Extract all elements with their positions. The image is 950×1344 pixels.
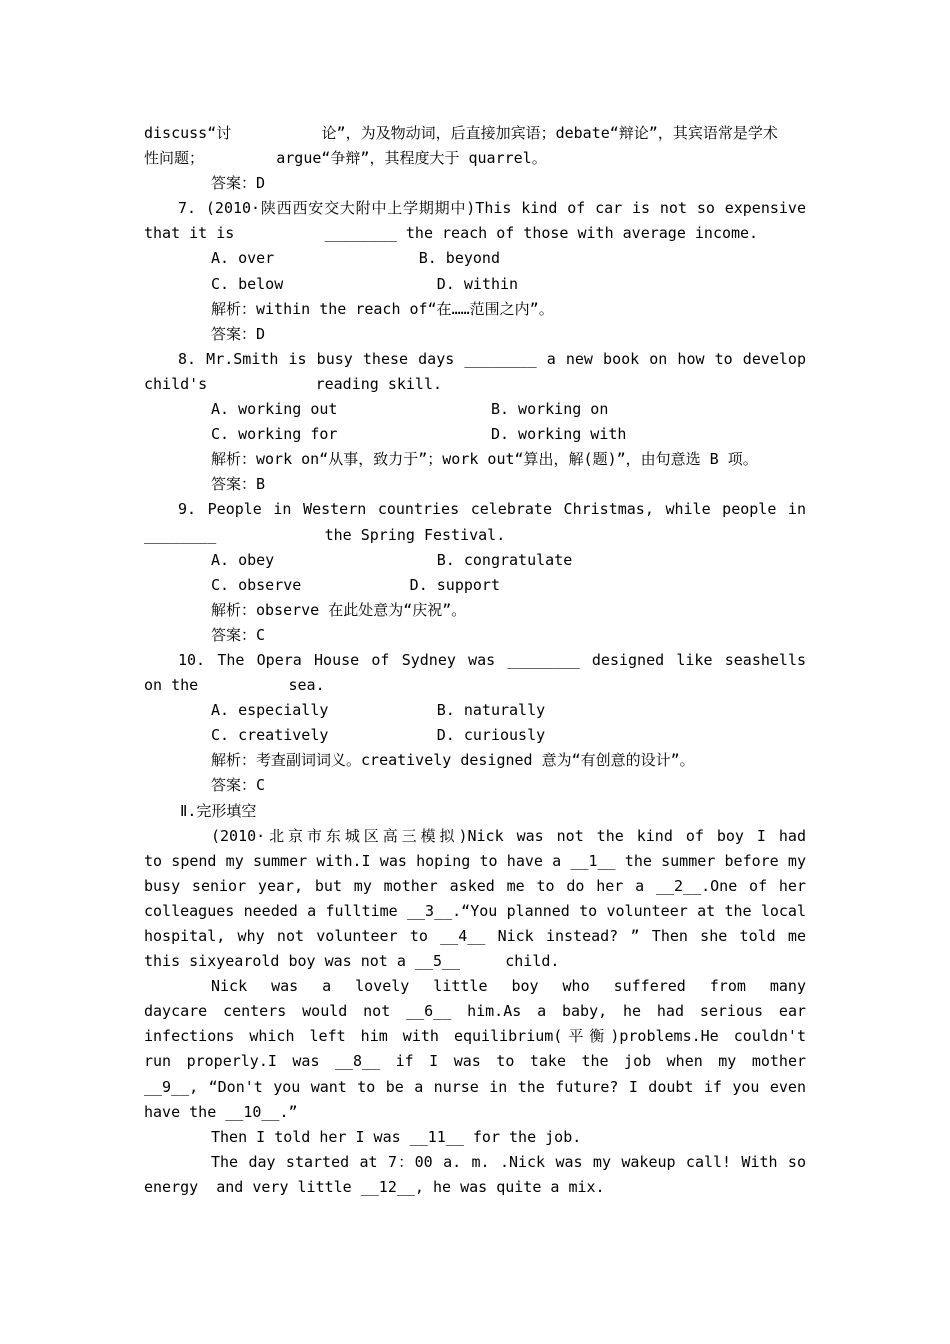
text-line: 答案：B [211,475,266,494]
text-line: 答案：C [211,625,266,644]
text-line: C. observe D. support [211,575,500,594]
text-line: C. creatively D. curiously [211,726,546,745]
text-line: __9__, “Don't you want to be a nurse in the future? I doubt if you even [144,1077,806,1096]
text-line: this sixyearold boy was not a __5__ child. [144,952,560,971]
text-line: that it is ________ the reach of those with average income. [144,224,759,243]
text-line: colleagues needed a fulltime __3__.“You planned to volunteer at the local [144,901,806,920]
text-line: A. obey B. congratulate [211,550,573,569]
text-line: Ⅱ.完形填空 [180,801,257,820]
text-line: on the sea. [144,676,325,695]
text-line: to spend my summer with.I was hoping to have a __1__ the summer before my [144,851,806,870]
text-line: busy senior year, but my mother asked me to do her a __2__.One of her [144,876,806,895]
text-line: 答案：D [211,174,266,193]
text-line: The day started at 7：00 a. m. .Nick was my wakeup call! With so [211,1152,806,1171]
text-line: 解析：考查副词词义。creatively designed 意为“有创意的设计”。 [211,751,695,770]
text-line: C. below D. within [211,274,519,293]
document-body [144,121,806,1200]
text-line: 性问题； argue“争辩”，其程度大于 quarrel。 [144,149,547,168]
text-line: child's reading skill. [144,374,443,393]
text-line: Then I told her I was __11__ for the job. [211,1127,582,1146]
text-line: A. especially B. naturally [211,701,546,720]
text-line: 解析：observe 在此处意为“庆祝”。 [211,600,467,619]
text-line: 9. People in Western countries celebrate Christmas, while people in [178,500,806,519]
text-line: (2010·北京市东城区高三模拟)Nick was not the kind of boy I had [211,826,806,845]
text-line: 解析：within the reach of“在……范围之内”。 [211,299,554,318]
text-line: C. working for D. working with [211,425,627,444]
text-line: daycare centers would not __6__ him.As a baby, he had serious ear [144,1002,806,1021]
text-line: hospital, why not volunteer to __4__ Nick instead? ” Then she told me [144,927,806,945]
text-line: energy and very little __12__, he was quite a mix. [144,1177,605,1196]
text-line: 7. (2010·陕西西安交大附中上学期期中)This kind of car is not so expensive [178,199,806,218]
text-line: 解析：work on“从事，致力于”；work out“算出，解(题)”，由句意选 B 项。 [211,450,758,469]
text-line: A. over B. beyond [211,249,500,268]
text-line: 答案：D [211,324,266,343]
text-line: discuss“讨 论”，为及物动词，后直接加宾语；debate“辩论”，其宾语常是学术 [144,124,778,142]
text-line: A. working out B. working on [211,400,609,419]
text-line: 答案：C [211,776,266,795]
text-line: ________ the Spring Festival. [144,525,506,544]
text-line: Nick was a lovely little boy who suffered from many [211,977,806,996]
text-line: infections which left him with equilibrium(平衡)problems.He couldn't [144,1027,806,1046]
text-line: run properly.I was __8__ if I was to take the job when my mother [144,1052,806,1071]
text-line: 8. Mr.Smith is busy these days ________ a new book on how to develop [178,349,806,368]
text-line: 10. The Opera House of Sydney was ________ designed like seashells [178,650,806,669]
text-line: have the __10__.” [144,1102,298,1121]
